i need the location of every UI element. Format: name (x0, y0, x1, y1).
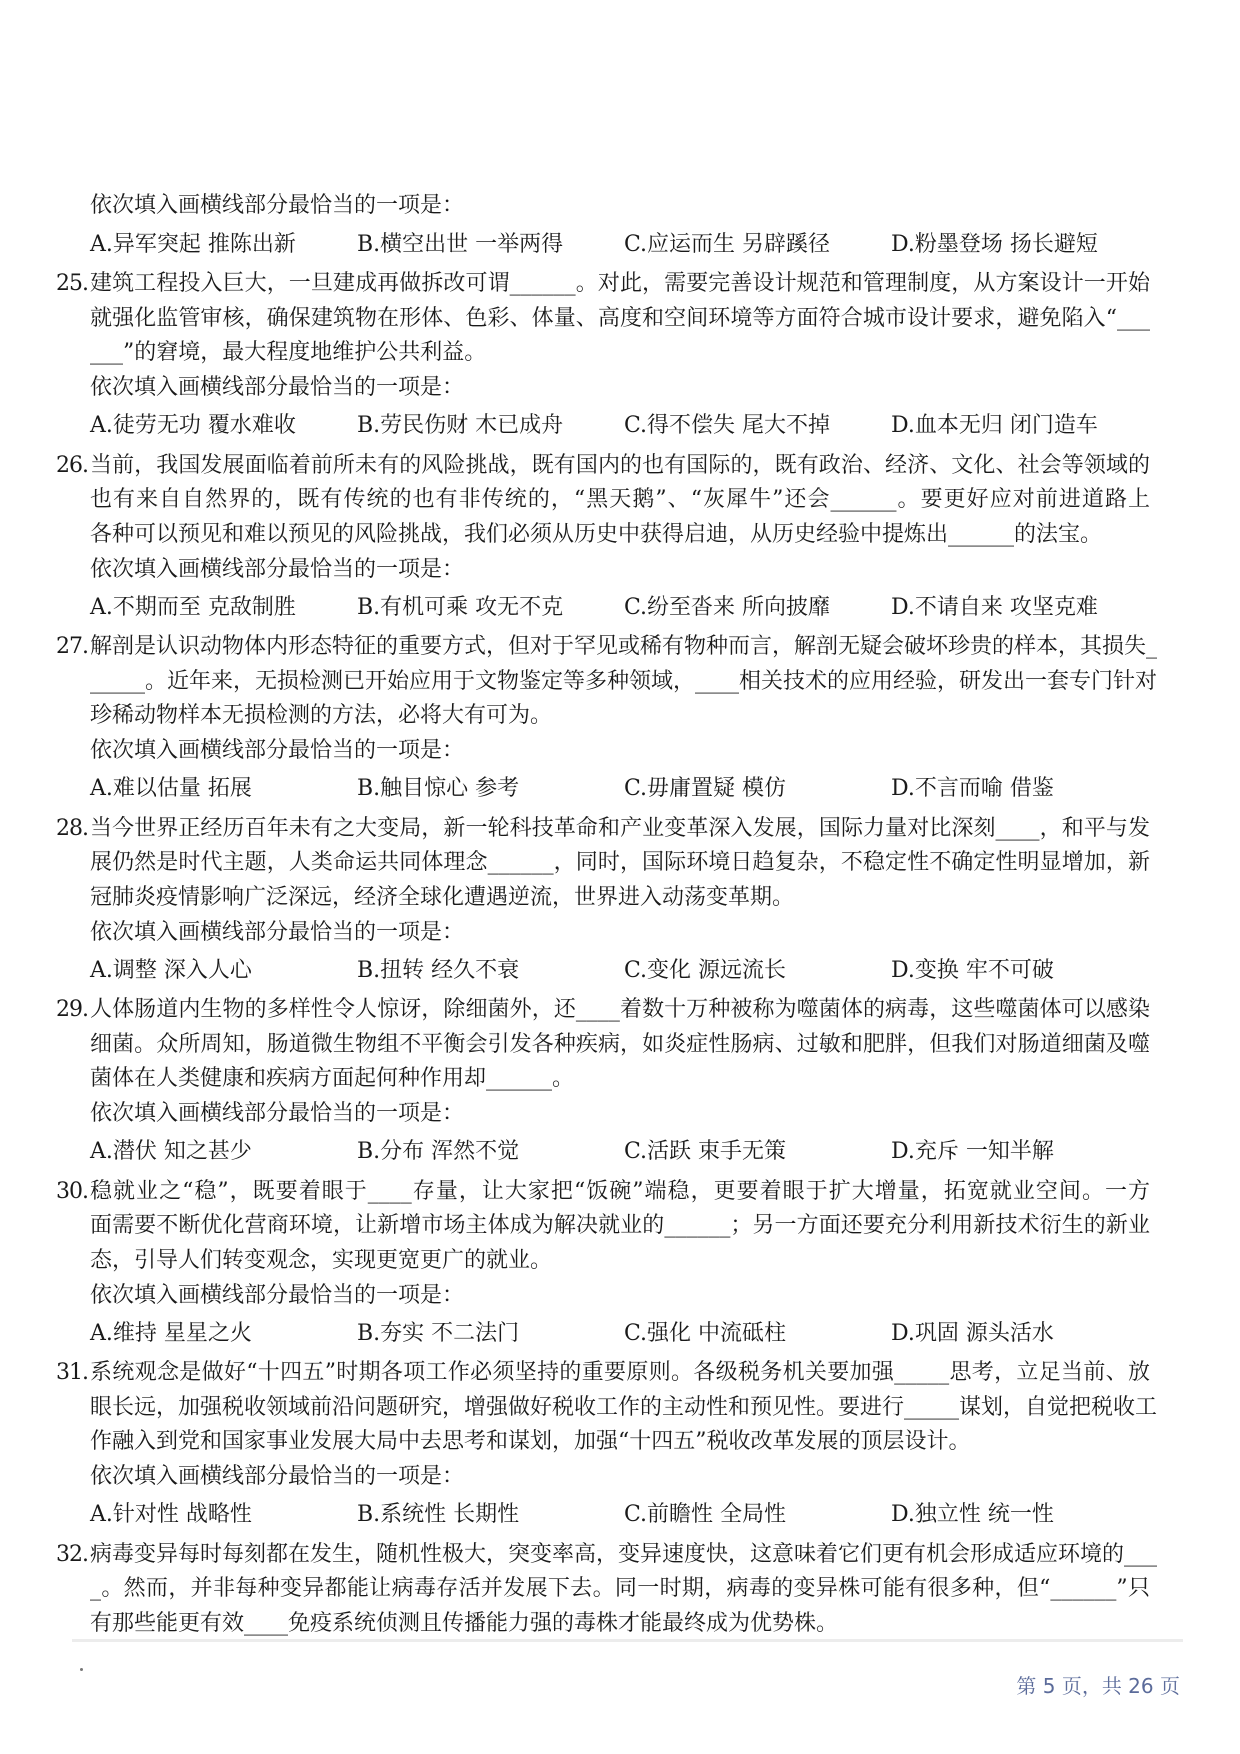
option-b: B.系统性 长期性 (357, 1502, 520, 1527)
option-c: C.毋庸置疑 模仿 (624, 776, 787, 801)
option-d: D.不请自来 攻坚克难 (891, 594, 1098, 620)
option-d: D.巩固 源头活水 (891, 1320, 1054, 1346)
question-number: 25. (56, 271, 88, 296)
option-a: A.异军突起 推陈出新 (90, 232, 296, 257)
question-text-line: 稳就业之“稳”，既要着眼于____存量，让大家把“饭碗”端稳，更要着眼于扩大增量，拓宽就业空间。一方 (90, 1178, 1150, 1204)
question-text-line: 就强化监管审核，确保建筑物在形体、色彩、体量、高度和空间环境等方面符合城市设计要求，避免陷入“___ (90, 305, 1150, 331)
option-a: A.调整 深入人心 (90, 957, 252, 983)
question-text-line: 也有来自自然界的，既有传统的也有非传统的，“黑天鹅”、“灰犀牛”还会______。要更好应对前进道路上 (90, 487, 1150, 512)
option-a: A.难以估量 拓展 (90, 776, 252, 801)
option-d: D.不言而喻 借鉴 (891, 776, 1054, 801)
option-a: A.潜伏 知之甚少 (90, 1139, 252, 1164)
question-text-line: 有那些能更有效____免疫系统侦测且传播能力强的毒株才能最终成为优势株。 (90, 1610, 839, 1636)
footer-dot (80, 1668, 83, 1671)
question-text-line: 系统观念是做好“十四五”时期各项工作必须坚持的重要原则。各级税务机关要加强_____思考，立足当前、放 (90, 1360, 1150, 1385)
question-number: 28. (56, 815, 88, 841)
option-c: C.得不偿失 尾大不掉 (624, 413, 831, 438)
question-text-line: 当今世界正经历百年未有之大变局，新一轮科技革命和产业变革深入发展，国际力量对比深刻____，和平与发 (90, 815, 1150, 841)
question-text-line: 当前，我国发展面临着前所未有的风险挑战，既有国内的也有国际的，既有政治、经济、文化、社会等领域的 (90, 452, 1150, 478)
question-text-line: ___”的窘境，最大程度地维护公共利益。 (90, 340, 487, 365)
question-text-line: _____。近年来，无损检测已开始应用于文物鉴定等多种领域，____相关技术的应用经验，研发出一套专门针对 (90, 668, 1158, 694)
question-prompt: 依次填入画横线部分最恰当的一项是： (90, 1282, 465, 1308)
question-text-line: 建筑工程投入巨大，一旦建成再做拆改可谓______。对此，需要完善设计规范和管理制度，从方案设计一开始 (90, 271, 1150, 296)
option-c: C.前瞻性 全局性 (624, 1502, 787, 1527)
question-text-line: 病毒变异每时每刻都在发生，随机性极大，突变率高，变异速度快，这意味着它们更有机会形成适应环境的___ (90, 1541, 1158, 1567)
option-a: A.徒劳无功 覆水难收 (90, 413, 296, 438)
question-text-line: 解剖是认识动物体内形态特征的重要方式，但对于罕见或稀有物种而言，解剖无疑会破坏珍贵的样本，其损失_ (90, 634, 1158, 659)
question-prompt: 依次填入画横线部分最恰当的一项是： (90, 738, 465, 763)
question-text-line: 细菌。众所周知，肠道微生物组不平衡会引发各种疾病，如炎症性肠病、过敏和肥胖，但我们对肠道细菌及噬 (90, 1031, 1150, 1057)
option-c: C.纷至沓来 所向披靡 (624, 594, 831, 620)
question-prompt: 依次填入画横线部分最恰当的一项是： (90, 1464, 465, 1489)
question-text-line: 各种可以预见和难以预见的风险挑战，我们必须从历史中获得启迪，从历史经验中提炼出______的法宝。 (90, 521, 1103, 547)
question-number: 31. (56, 1360, 88, 1385)
option-b: B.有机可乘 攻无不克 (357, 594, 564, 620)
option-a: A.维持 星星之火 (90, 1320, 252, 1346)
option-d: D.充斥 一知半解 (891, 1139, 1054, 1164)
page-number: 第 5 页，共 26 页 (1016, 1674, 1180, 1698)
question-text-line: 人体肠道内生物的多样性令人惊讶，除细菌外，还____着数十万种被称为噬菌体的病毒，这些噬菌体可以感染 (90, 997, 1150, 1022)
question-text-line: 菌体在人类健康和疾病方面起何种作用却______。 (90, 1066, 575, 1091)
question-text-line: 珍稀动物样本无损检测的方法，必将大有可为。 (90, 703, 553, 728)
option-b: B.触目惊心 参考 (357, 776, 520, 801)
question-prompt: 依次填入画横线部分最恰当的一项是： (90, 193, 465, 218)
option-b: B.劳民伤财 木已成舟 (357, 413, 564, 438)
option-d: D.粉墨登场 扬长避短 (891, 232, 1098, 257)
option-b: B.夯实 不二法门 (357, 1320, 520, 1346)
option-b: B.扭转 经久不衰 (357, 957, 520, 983)
option-c: C.强化 中流砥柱 (624, 1320, 787, 1346)
option-c: C.应运而生 另辟蹊径 (624, 232, 831, 257)
question-number: 30. (56, 1178, 88, 1204)
question-text-line: _。然而，并非每种变异都能让病毒存活并发展下去。同一时期，病毒的变异株可能有很多种，但“______”只 (90, 1576, 1150, 1601)
question-number: 26. (56, 452, 88, 478)
option-d: D.变换 牢不可破 (891, 957, 1054, 983)
option-c: C.活跃 束手无策 (624, 1139, 787, 1164)
option-a: A.不期而至 克敌制胜 (90, 594, 296, 620)
option-b: B.分布 浑然不觉 (357, 1139, 520, 1164)
footer-divider (72, 1639, 1183, 1642)
option-a: A.针对性 战略性 (90, 1502, 252, 1527)
question-prompt: 依次填入画横线部分最恰当的一项是： (90, 556, 465, 582)
question-prompt: 依次填入画横线部分最恰当的一项是： (90, 375, 465, 400)
question-number: 29. (56, 997, 88, 1022)
option-d: D.独立性 统一性 (891, 1502, 1054, 1527)
question-text-line: 眼长远，加强税收领域前沿问题研究，增强做好税收工作的主动性和预见性。要进行_____谋划，自觉把税收工 (90, 1394, 1158, 1420)
question-prompt: 依次填入画横线部分最恰当的一项是： (90, 919, 465, 945)
question-text-line: 面需要不断优化营商环境，让新增市场主体成为解决就业的______；另一方面还要充分利用新技术衍生的新业 (90, 1213, 1150, 1238)
question-number: 32. (56, 1541, 88, 1567)
question-text-line: 态，引导人们转变观念，实现更宽更广的就业。 (90, 1247, 553, 1273)
question-text-line: 展仍然是时代主题，人类命运共同体理念______，同时，国际环境日趋复杂，不稳定性不确定性明显增加，新 (90, 850, 1150, 875)
option-b: B.横空出世 一举两得 (357, 232, 564, 257)
question-prompt: 依次填入画横线部分最恰当的一项是： (90, 1101, 465, 1126)
question-number: 27. (56, 634, 88, 659)
question-text-line: 作融入到党和国家事业发展大局中去思考和谋划，加强“十四五”税收改革发展的顶层设计。 (90, 1429, 971, 1454)
question-text-line: 冠肺炎疫情影响广泛深远，经济全球化遭遇逆流，世界进入动荡变革期。 (90, 884, 795, 910)
option-d: D.血本无归 闭门造车 (891, 413, 1098, 438)
option-c: C.变化 源远流长 (624, 957, 787, 983)
